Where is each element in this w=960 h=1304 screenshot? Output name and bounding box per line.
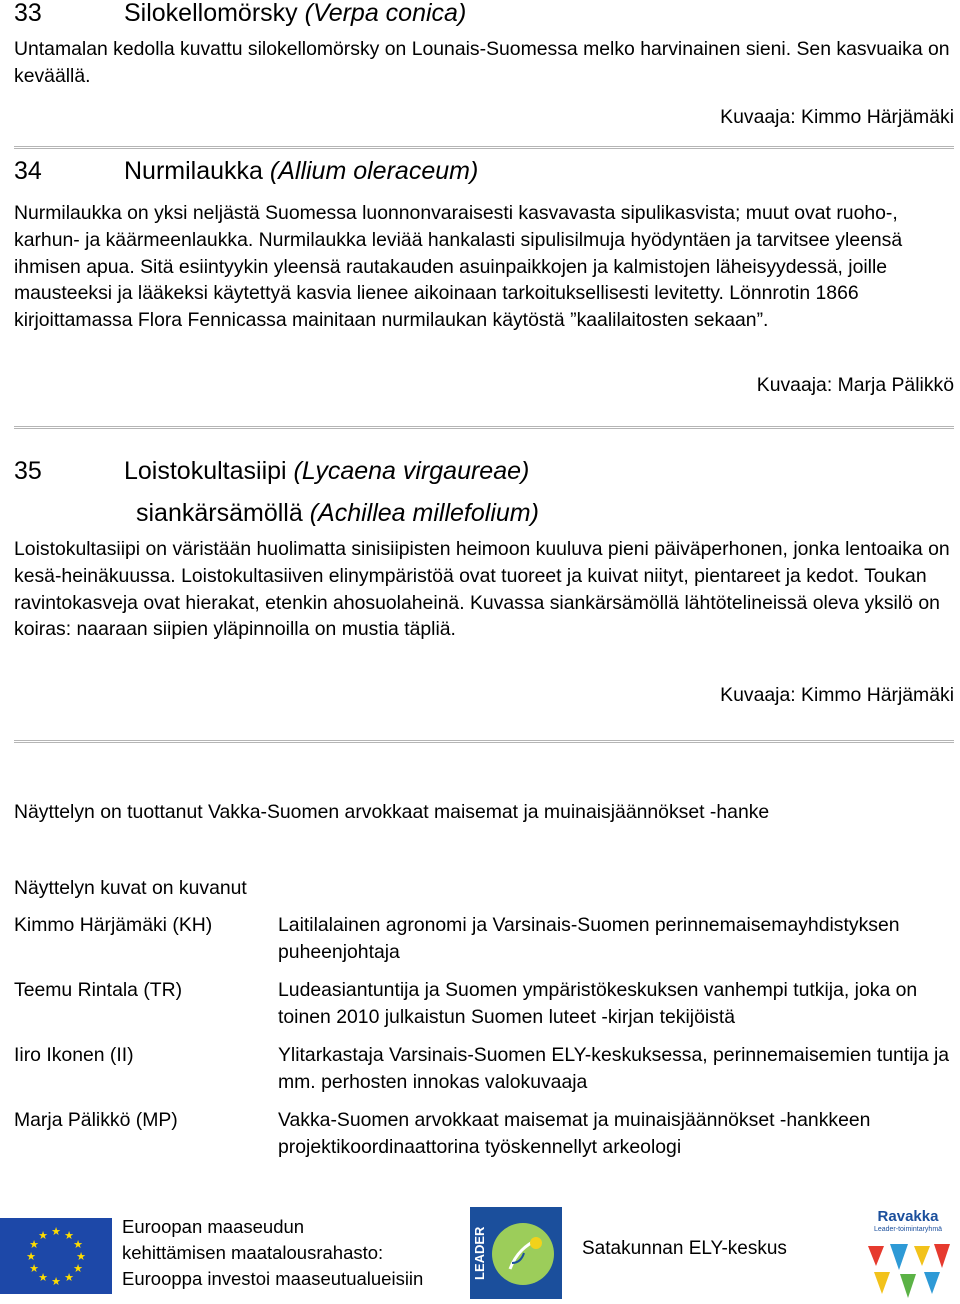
svg-text:★: ★	[29, 1238, 39, 1251]
species-latin: (Verpa conica)	[304, 0, 467, 27]
photographer-description: Vakka-Suomen arvokkaat maisemat ja muinaisjäännökset -hankkeen projektikoordinaattorina työskennellyt arkeologi	[278, 1109, 871, 1158]
section-34-text: Nurmilaukka on yksi neljästä Suomessa luonnonvaraisesti kasvavasta sipulikasvista; muut ovat ruoho-, karhun- ja käärmeenlaukka. Nurmilaukka leviää hankalasti sipulisilmuja hyödyntäen ja tarvitsee yleensä ihmisen apua. Sitä esiintyykin yleensä rautakauden asuinpaikkojen ja kalmistojen läheisyydessä, joille mausteeksi ja lääkeksi käytettyä kasvia lienee aikoinaan tarkoituksellisesti levitetty. Lönnrotin 1866 kirjoittamassa Flora Fennicassa mainitaan nurmilaukan käytöstä ”kaalilaitosten sekaan”.	[14, 202, 903, 332]
section-33-text: Untamalan kedolla kuvattu silokellomörsky on Lounais-Suomessa melko harvinainen sieni. Sen kasvuaika on keväällä.	[14, 38, 950, 87]
section-number: 33	[14, 0, 42, 27]
svg-text:★: ★	[64, 1229, 74, 1242]
footer-logos	[0, 1200, 960, 1304]
svg-text:★: ★	[51, 1225, 61, 1238]
section-number: 34	[14, 157, 42, 185]
species-name: Nurmilaukka	[124, 157, 263, 185]
svg-text:★: ★	[38, 1271, 48, 1284]
divider	[14, 426, 954, 429]
svg-text:★: ★	[26, 1250, 36, 1263]
eu-line: Euroopan maaseudun	[122, 1216, 305, 1237]
photographer-name: Teemu Rintala (TR)	[14, 979, 183, 1001]
section-number: 35	[14, 457, 42, 485]
svg-text:★: ★	[51, 1275, 61, 1288]
divider	[14, 146, 954, 149]
leader-label: LEADER	[472, 1226, 487, 1280]
svg-text:★: ★	[38, 1229, 48, 1242]
section-35-credit: Kuvaaja: Kimmo Härjämäki	[720, 684, 954, 706]
divider	[14, 740, 954, 743]
eu-fund-text	[122, 1214, 423, 1292]
section-35-text: Loistokultasiipi on väristään huolimatta sinisiipisten heimoon kuuluva pieni päiväperhonen, jonka lentoaika on kesä-heinäkuussa. Loistokultasiiven elinympäristöä ovat tuoreet ja kuivat niityt, pientareet ja kedot. Toukan ravintokasveja ovat hierakat, etenkin ahosuolaheinä. Kuvassa siankärsämöllä lähtötelineissä oleva yksilö on koiras: naaraan siipien yläpinnoilla on mustia täpliä.	[14, 538, 950, 641]
photographer-description: Laitilalainen agronomi ja Varsinais-Suomen perinnemaisemayhdistyksen puheenjohtaja	[278, 914, 900, 963]
photographer-row	[14, 1042, 954, 1096]
svg-text:★: ★	[76, 1250, 86, 1263]
svg-text:★: ★	[29, 1262, 39, 1275]
eu-stars	[0, 1218, 112, 1294]
photographers-heading: Näyttelyn kuvat on kuvanut	[14, 877, 247, 899]
section-34-heading	[14, 156, 478, 186]
svg-text:★: ★	[64, 1271, 74, 1284]
photographer-name: Marja Pälikkö (MP)	[14, 1109, 178, 1131]
leader-circle	[492, 1223, 554, 1285]
leader-logo-icon	[470, 1207, 562, 1299]
species-name: Loistokultasiipi	[124, 457, 287, 485]
section-33-credit: Kuvaaja: Kimmo Härjämäki	[720, 106, 954, 128]
photographer-row	[14, 977, 954, 1031]
species-name: Silokellomörsky	[124, 0, 298, 27]
plant-name: siankärsämöllä	[136, 499, 303, 527]
ravakka-subtitle: Leader-toimintaryhmä	[873, 1226, 943, 1233]
photographer-description: Ludeasiantuntija ja Suomen ympäristökeskuksen vanhempi tutkija, joka on toinen 2010 julkaistun Suomen luteet -kirjan tekijöistä	[278, 979, 918, 1028]
photographer-row	[14, 1107, 954, 1161]
photographer-row	[14, 912, 954, 966]
ravakka-title: Ravakka	[877, 1208, 939, 1225]
svg-text:★: ★	[73, 1262, 83, 1275]
section-35-heading	[14, 450, 539, 534]
plant-latin: (Achillea millefolium)	[309, 499, 539, 527]
leader-swirl	[492, 1223, 554, 1285]
ravakka-logo-icon	[860, 1208, 956, 1300]
eu-line: kehittämisen maatalousrahasto:	[122, 1242, 384, 1263]
photographer-name: Iiro Ikonen (II)	[14, 1044, 134, 1066]
section-34-credit: Kuvaaja: Marja Pälikkö	[756, 374, 954, 396]
species-latin: (Lycaena virgaureae)	[293, 457, 530, 485]
photographer-description: Ylitarkastaja Varsinais-Suomen ELY-keskuksessa, perinnemaisemien tuntija ja mm. perhosten innokas valokuvaaja	[278, 1044, 950, 1093]
photographer-name: Kimmo Härjämäki (KH)	[14, 914, 213, 936]
section-33-heading	[14, 0, 466, 28]
ravakka-shapes	[860, 1236, 956, 1302]
ely-centre-label: Satakunnan ELY-keskus	[582, 1238, 787, 1259]
production-note: Näyttelyn on tuottanut Vakka-Suomen arvokkaat maisemat ja muinaisjäännökset -hanke	[14, 801, 770, 823]
eu-flag-icon	[0, 1218, 112, 1294]
host-plant-line	[14, 492, 539, 534]
eu-line: Eurooppa investoi maaseutualueisiin	[122, 1268, 424, 1289]
svg-text:★: ★	[73, 1238, 83, 1251]
photographers-list	[14, 912, 954, 1172]
species-latin: (Allium oleraceum)	[269, 157, 479, 185]
